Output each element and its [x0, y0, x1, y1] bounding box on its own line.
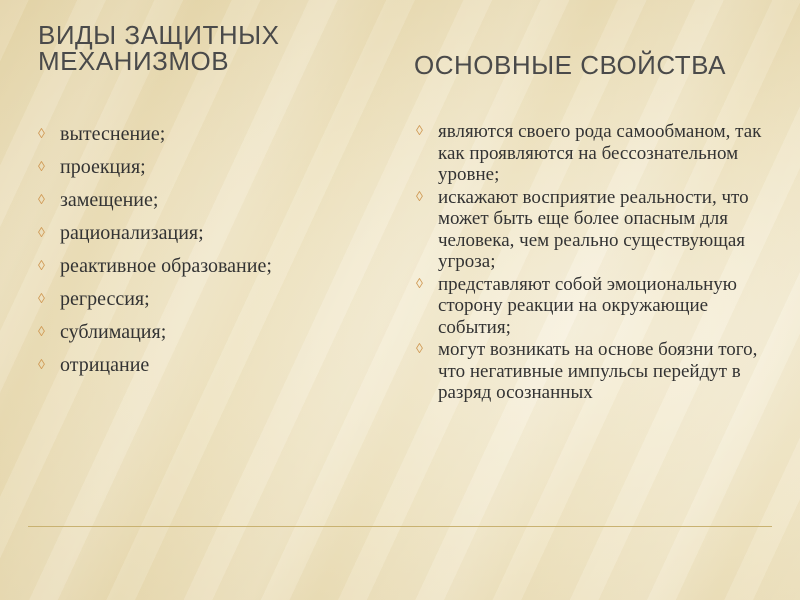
bottom-divider [28, 526, 772, 527]
list-item [38, 349, 390, 382]
list-item-text: рационализация; [60, 222, 204, 244]
diamond-bullet-icon: ◊ [38, 358, 45, 373]
list-item [416, 121, 783, 186]
diamond-bullet-icon: ◊ [38, 226, 45, 241]
list-item-text: представляют собой эмоциональную сторону реакции на окружающие события; [438, 273, 737, 338]
properties-list [416, 121, 783, 405]
diamond-bullet-icon: ◊ [416, 276, 423, 292]
list-item [38, 217, 390, 250]
diamond-bullet-icon: ◊ [38, 325, 45, 340]
list-item-text: реактивное образование; [60, 255, 272, 277]
diamond-bullet-icon: ◊ [416, 189, 423, 205]
left-heading-line-2: МЕХАНИЗМОВ [38, 46, 230, 76]
list-item [416, 339, 783, 404]
list-item [38, 151, 390, 184]
diamond-bullet-icon: ◊ [38, 160, 45, 175]
list-item-text: вытеснение; [60, 123, 166, 145]
list-item [38, 250, 390, 283]
list-item-text: сублимация; [60, 321, 167, 343]
list-item-text: регрессия; [60, 288, 150, 310]
right-column-heading: ОСНОВНЫЕ СВОЙСТВА [414, 50, 726, 80]
list-item-text: отрицание [60, 354, 150, 376]
list-item-text: искажают восприятие реальности, что может быть еще более опасным для человека, чем реально существующая угроза; [438, 186, 749, 272]
list-item-text: проекция; [60, 156, 146, 178]
diamond-bullet-icon: ◊ [38, 193, 45, 208]
list-item [416, 273, 783, 339]
diamond-bullet-icon: ◊ [416, 124, 423, 139]
list-item-text: могут возникать на основе боязни того, что негативные импульсы перейдут в разряд осознанных [438, 339, 758, 403]
left-column-heading [38, 22, 378, 74]
list-item [38, 184, 390, 217]
diamond-bullet-icon: ◊ [38, 259, 45, 274]
defense-mechanisms-list [38, 118, 390, 382]
left-heading-line-1: ВИДЫ ЗАЩИТНЫХ [38, 20, 280, 50]
list-item [38, 118, 390, 151]
list-item-text: замещение; [60, 189, 159, 211]
diamond-bullet-icon: ◊ [38, 292, 45, 307]
list-item-text: являются своего рода самообманом, так как проявляются на бессознательном уровне; [438, 121, 762, 185]
list-item [416, 186, 783, 273]
diamond-bullet-icon: ◊ [416, 342, 423, 357]
diamond-bullet-icon: ◊ [38, 127, 45, 142]
list-item [38, 283, 390, 316]
list-item [38, 316, 390, 349]
